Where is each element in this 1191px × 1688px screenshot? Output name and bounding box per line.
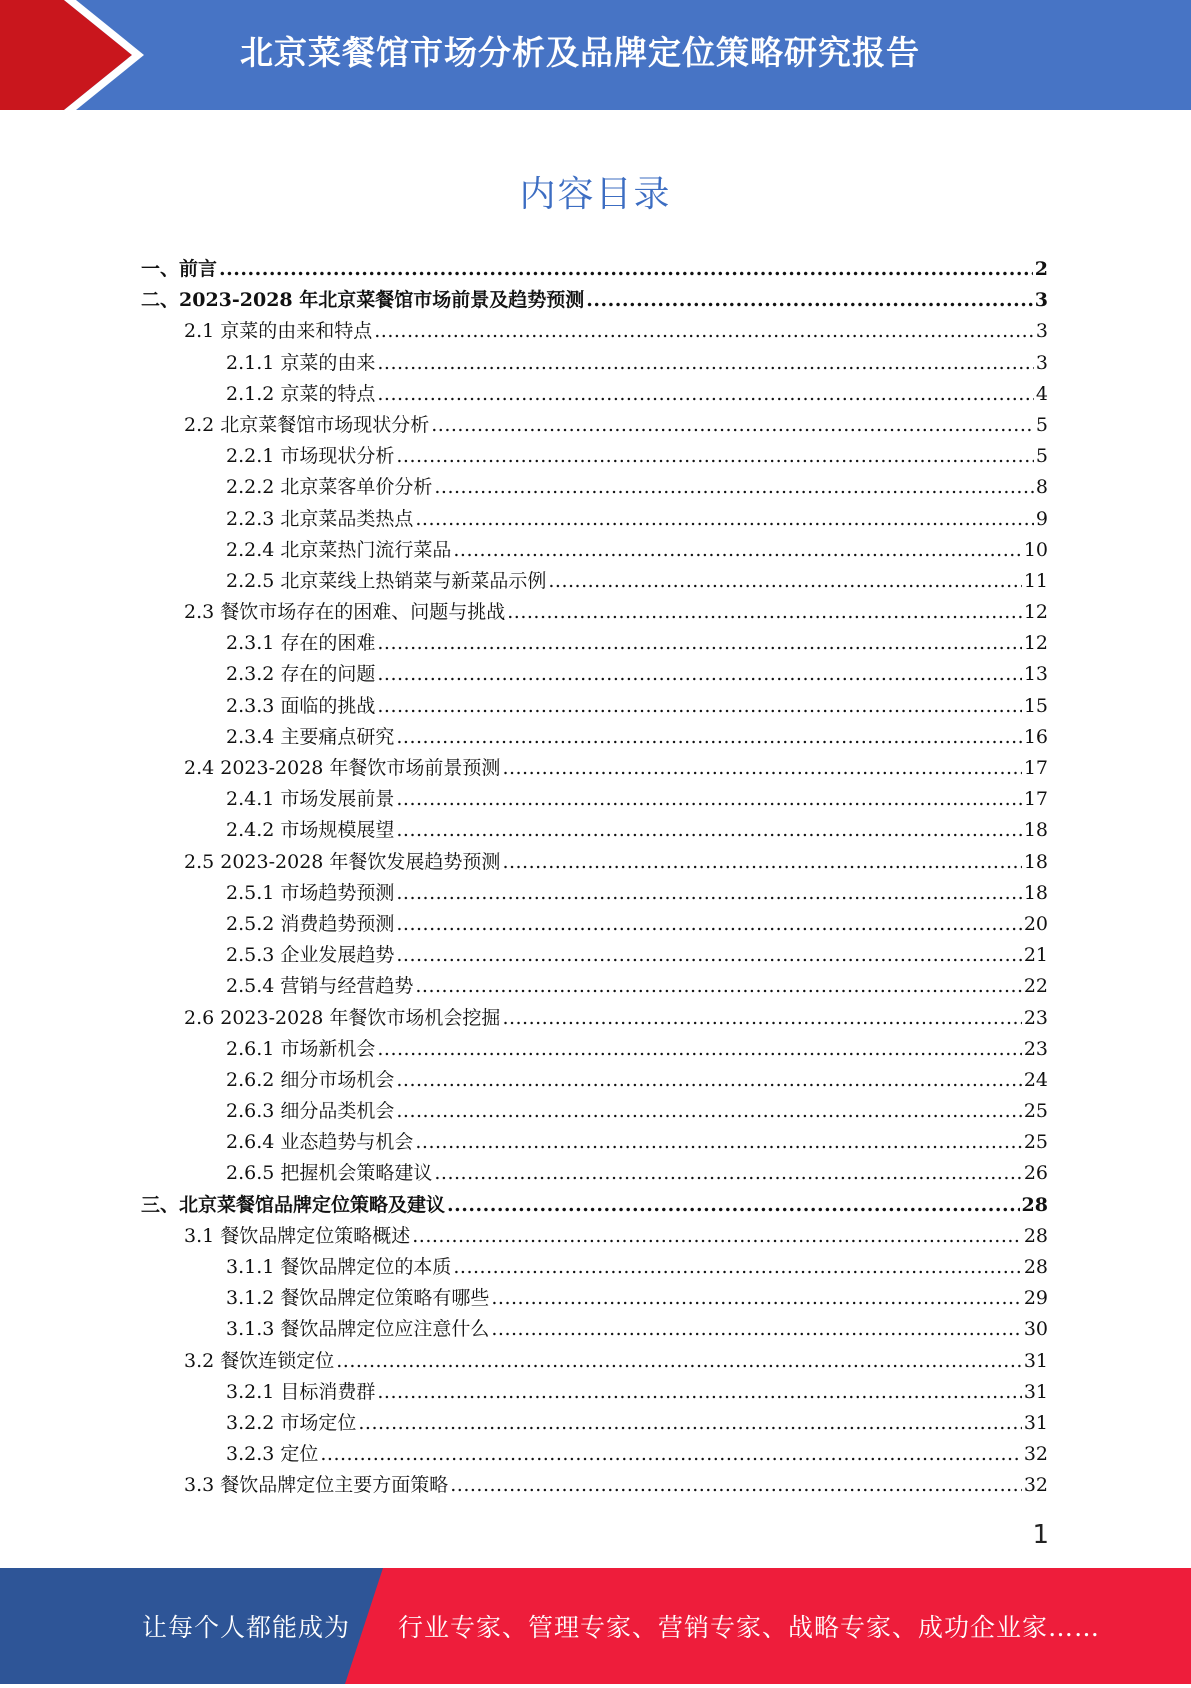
toc-entry[interactable] (141, 316, 1048, 347)
toc-entry-page: 3 (1035, 351, 1048, 374)
toc-entry-page: 23 (1023, 1037, 1048, 1060)
toc-entry[interactable] (141, 628, 1048, 659)
toc-leader-dots (396, 784, 1021, 815)
toc-entry-label: 2.5.2 消费趋势预测 (226, 912, 395, 935)
toc-entry-page: 5 (1035, 413, 1048, 436)
toc-entry-page: 29 (1023, 1287, 1048, 1310)
toc-entry[interactable] (141, 1190, 1048, 1221)
toc-entry-page: 17 (1023, 788, 1048, 811)
toc-entry-label: 三、北京菜餐馆品牌定位策略及建议 (141, 1193, 446, 1216)
toc-list (141, 254, 1048, 1502)
toc-entry-label: 2.2 北京菜餐馆市场现状分析 (184, 413, 430, 436)
toc-entry-page: 28 (1023, 1224, 1048, 1247)
toc-entry[interactable] (141, 1470, 1048, 1501)
toc-entry-label: 2.4.2 市场规模展望 (226, 819, 395, 842)
toc-entry-page: 8 (1035, 476, 1048, 499)
page-number: 1 (1032, 1520, 1049, 1550)
toc-leader-dots (491, 1314, 1021, 1345)
toc-entry-label: 2.1.2 京菜的特点 (226, 382, 376, 405)
toc-entry[interactable] (141, 971, 1048, 1002)
toc-leader-dots (396, 878, 1021, 909)
toc-entry[interactable] (141, 348, 1048, 379)
toc-entry-label: 3.2 餐饮连锁定位 (184, 1349, 335, 1372)
toc-entry-label: 2.2.5 北京菜线上热销菜与新菜品示例 (226, 569, 547, 592)
toc-entry-label: 3.3 餐饮品牌定位主要方面策略 (184, 1474, 449, 1497)
toc-leader-dots (219, 254, 1033, 285)
toc-entry-page: 9 (1035, 507, 1048, 530)
toc-entry-page: 26 (1023, 1162, 1048, 1185)
toc-entry-page: 4 (1035, 382, 1048, 405)
toc-leader-dots (434, 1158, 1021, 1189)
toc-entry-page: 20 (1023, 912, 1048, 935)
toc-entry[interactable] (141, 815, 1048, 846)
toc-leader-dots (507, 597, 1022, 628)
toc-leader-dots (396, 940, 1021, 971)
toc-leader-dots (491, 1283, 1021, 1314)
toc-entry-page: 31 (1023, 1411, 1048, 1434)
toc-leader-dots (502, 847, 1021, 878)
toc-entry[interactable] (141, 597, 1048, 628)
toc-leader-dots (548, 566, 1021, 597)
toc-entry-label: 2.3.3 面临的挑战 (226, 694, 376, 717)
toc-entry-page: 28 (1023, 1256, 1048, 1278)
toc-entry-label: 2.6.5 把握机会策略建议 (226, 1162, 433, 1185)
toc-entry[interactable] (141, 504, 1048, 535)
toc-entry[interactable] (141, 1314, 1048, 1345)
toc-leader-dots (377, 628, 1021, 659)
toc-entry[interactable] (141, 909, 1048, 940)
toc-entry-page: 30 (1023, 1318, 1048, 1341)
toc-entry[interactable] (141, 410, 1048, 441)
toc-entry[interactable] (141, 659, 1048, 690)
header-arrow-icon (0, 0, 160, 110)
toc-entry[interactable] (141, 1096, 1048, 1127)
toc-entry-page: 18 (1023, 850, 1048, 873)
toc-entry[interactable] (141, 1283, 1048, 1314)
toc-leader-dots (396, 722, 1021, 753)
header-band (0, 0, 1191, 110)
toc-leader-dots (412, 1221, 1022, 1252)
toc-leader-dots (502, 1003, 1021, 1034)
footer-slogan-right: 行业专家、管理专家、营销专家、战略专家、成功企业家…… (398, 1613, 1101, 1642)
toc-leader-dots (453, 1252, 1021, 1283)
toc-entry-page: 28 (1021, 1193, 1048, 1216)
toc-entry-label: 3.1 餐饮品牌定位策略概述 (184, 1224, 411, 1247)
toc-entry-label: 2.2.1 市场现状分析 (226, 445, 395, 468)
toc-entry-page: 3 (1035, 320, 1048, 343)
toc-leader-dots (415, 1127, 1021, 1158)
toc-leader-dots (320, 1439, 1021, 1470)
toc-entry[interactable] (141, 878, 1048, 909)
toc-entry-label: 3.1.3 餐饮品牌定位应注意什么 (226, 1318, 490, 1341)
toc-entry-page: 11 (1023, 569, 1048, 592)
toc-entry[interactable] (141, 1377, 1048, 1408)
toc-leader-dots (377, 379, 1034, 410)
toc-entry[interactable] (141, 1034, 1048, 1065)
toc-entry-page: 31 (1023, 1349, 1048, 1372)
toc-leader-dots (396, 1065, 1021, 1096)
toc-entry[interactable] (141, 566, 1048, 597)
toc-entry[interactable] (141, 1003, 1048, 1034)
toc-entry-label: 2.5.4 营销与经营趋势 (226, 975, 414, 998)
toc-entry-label: 2.6.3 细分品类机会 (226, 1100, 395, 1123)
toc-entry-page: 32 (1023, 1443, 1048, 1466)
toc-entry-page: 13 (1023, 663, 1048, 686)
toc-entry-page: 15 (1023, 694, 1048, 717)
toc-entry[interactable] (141, 1221, 1048, 1252)
toc-entry[interactable] (141, 1127, 1048, 1158)
toc-leader-dots (415, 504, 1034, 535)
toc-entry-label: 2.4 2023-2028 年餐饮市场前景预测 (184, 757, 501, 779)
toc-leader-dots (502, 753, 1021, 784)
report-title: 北京菜餐馆市场分析及品牌定位策略研究报告 (240, 33, 920, 72)
toc-entry-page: 12 (1023, 632, 1048, 655)
toc-entry-page: 12 (1023, 601, 1048, 624)
toc-entry-page: 10 (1023, 538, 1048, 561)
toc-leader-dots (374, 316, 1034, 347)
toc-leader-dots (396, 909, 1021, 940)
toc-entry[interactable] (141, 535, 1048, 566)
toc-entry[interactable] (141, 285, 1048, 316)
toc-entry[interactable] (141, 1408, 1048, 1439)
toc-entry-page: 5 (1035, 445, 1048, 468)
toc-entry-label: 2.5.3 企业发展趋势 (226, 944, 395, 967)
toc-leader-dots (453, 535, 1021, 566)
toc-entry-page: 17 (1023, 757, 1048, 779)
toc-entry-label: 2.2.4 北京菜热门流行菜品 (226, 538, 452, 561)
toc-entry-label: 3.2.1 目标消费群 (226, 1380, 376, 1403)
toc-entry-label: 2.3 餐饮市场存在的困难、问题与挑战 (184, 601, 506, 624)
toc-entry-label: 3.1.1 餐饮品牌定位的本质 (226, 1256, 452, 1278)
toc-entry-label: 一、前言 (141, 258, 218, 280)
footer-slogan-left: 让每个人都能成为 (142, 1613, 351, 1642)
toc-entry-label: 2.5 2023-2028 年餐饮发展趋势预测 (184, 850, 501, 873)
toc-entry-page: 25 (1023, 1100, 1048, 1123)
toc-entry[interactable] (141, 691, 1048, 722)
toc-entry-label: 2.4.1 市场发展前景 (226, 788, 395, 811)
toc-entry[interactable] (141, 1346, 1048, 1377)
toc-entry-page: 18 (1023, 881, 1048, 904)
toc-entry[interactable] (141, 1065, 1048, 1096)
toc-entry-label: 2.1.1 京菜的由来 (226, 351, 376, 374)
toc-leader-dots (396, 441, 1034, 472)
toc-entry-page: 24 (1023, 1068, 1048, 1091)
toc-leader-dots (586, 285, 1033, 316)
toc-entry-page: 18 (1023, 819, 1048, 842)
toc-entry-label: 2.6 2023-2028 年餐饮市场机会挖掘 (184, 1006, 501, 1029)
toc-entry-label: 二、2023-2028 年北京菜餐馆市场前景及趋势预测 (141, 289, 585, 312)
toc-leader-dots (415, 971, 1021, 1002)
toc-entry[interactable] (141, 753, 1048, 784)
toc-entry[interactable] (141, 1158, 1048, 1189)
toc-entry[interactable] (141, 1252, 1048, 1283)
toc-leader-dots (377, 1377, 1021, 1408)
toc-leader-dots (431, 410, 1034, 441)
toc-entry[interactable] (141, 722, 1048, 753)
toc-leader-dots (377, 1034, 1021, 1065)
toc-leader-dots (450, 1470, 1022, 1501)
toc-entry[interactable] (141, 784, 1048, 815)
toc-entry[interactable] (141, 940, 1048, 971)
toc-leader-dots (434, 472, 1034, 503)
toc-entry-page: 22 (1023, 975, 1048, 998)
toc-entry-label: 2.3.2 存在的问题 (226, 663, 376, 686)
toc-entry-page: 21 (1023, 944, 1048, 967)
toc-entry-label: 2.1 京菜的由来和特点 (184, 320, 373, 343)
toc-entry-page: 3 (1034, 289, 1048, 312)
toc-leader-dots (377, 348, 1034, 379)
toc-entry-label: 2.6.2 细分市场机会 (226, 1068, 395, 1091)
toc-entry-label: 2.3.4 主要痛点研究 (226, 725, 395, 748)
toc-heading: 内容目录 (519, 174, 672, 215)
toc-entry-page: 25 (1023, 1131, 1048, 1154)
toc-entry-label: 2.6.1 市场新机会 (226, 1037, 376, 1060)
toc-leader-dots (447, 1190, 1020, 1221)
toc-entry-page: 32 (1023, 1474, 1048, 1497)
toc-entry[interactable] (141, 847, 1048, 878)
toc-leader-dots (396, 1096, 1021, 1127)
toc-leader-dots (336, 1346, 1022, 1377)
toc-leader-dots (396, 815, 1021, 846)
toc-entry-label: 2.2.2 北京菜客单价分析 (226, 476, 433, 499)
toc-leader-dots (377, 659, 1021, 690)
toc-entry-page: 16 (1023, 725, 1048, 748)
toc-entry-page: 31 (1023, 1380, 1048, 1403)
toc-entry-page: 2 (1034, 258, 1048, 280)
toc-entry-label: 2.2.3 北京菜品类热点 (226, 507, 414, 530)
toc-entry-label: 3.2.3 定位 (226, 1443, 319, 1466)
toc-entry-page: 23 (1023, 1006, 1048, 1029)
toc-entry[interactable] (141, 254, 1048, 285)
toc-entry[interactable] (141, 1439, 1048, 1470)
toc-entry[interactable] (141, 472, 1048, 503)
toc-entry[interactable] (141, 379, 1048, 410)
toc-entry-label: 2.6.4 业态趋势与机会 (226, 1131, 414, 1154)
toc-leader-dots (377, 691, 1021, 722)
toc-entry-label: 3.2.2 市场定位 (226, 1411, 357, 1434)
toc-entry[interactable] (141, 441, 1048, 472)
toc-leader-dots (358, 1408, 1021, 1439)
toc-entry-label: 3.1.2 餐饮品牌定位策略有哪些 (226, 1287, 490, 1310)
toc-entry-label: 2.5.1 市场趋势预测 (226, 881, 395, 904)
toc-entry-label: 2.3.1 存在的困难 (226, 632, 376, 655)
